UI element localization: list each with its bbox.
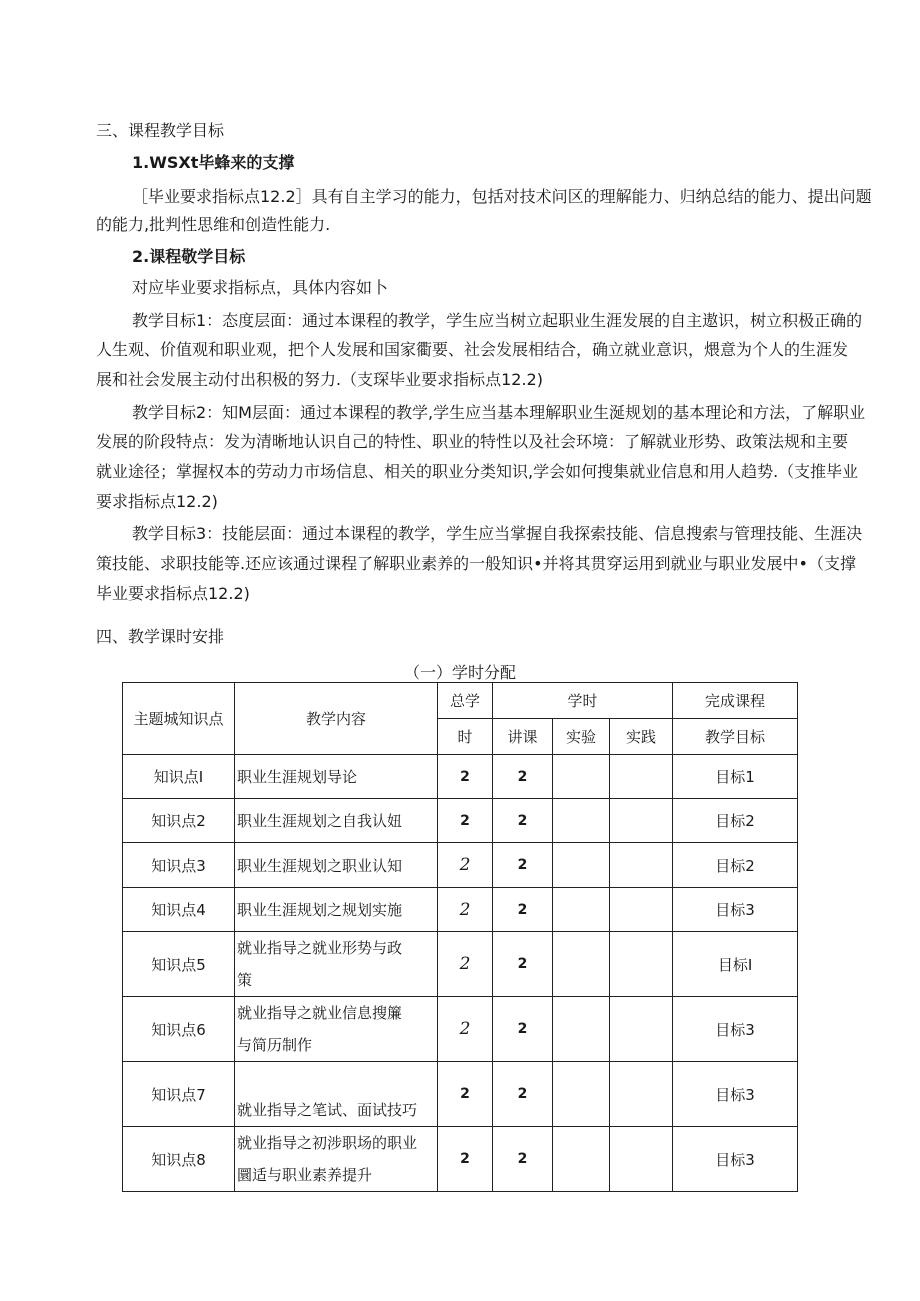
- practice-cell: [610, 843, 673, 888]
- header-lab: 实验: [553, 719, 610, 755]
- lab-cell: [553, 932, 610, 997]
- section-3-heading: 三、课程教学目标: [96, 121, 225, 140]
- topic-cell: 知识点2: [123, 799, 235, 843]
- content-line: 策: [237, 971, 253, 989]
- goal-3-line-1: 教学目标3：技能层面：通过本课程的教学，学生应当掌握自我探索技能、信息搜索与管理技能、生涯决: [132, 524, 863, 543]
- table-row: [123, 997, 798, 1062]
- content-cell: [235, 1062, 438, 1127]
- total-cell: 2: [438, 843, 493, 888]
- topic-cell: 知识点7: [123, 1062, 235, 1127]
- total-cell: 2: [438, 755, 493, 799]
- lab-cell: [553, 755, 610, 799]
- paragraph-1-line-1: ［毕业要求指标点12.2］具有自主学习的能力，包括对技术问区的理解能力、归纳总结的能力、提出问题: [132, 187, 872, 206]
- lecture-cell: 2: [493, 799, 553, 843]
- total-cell: 2: [438, 932, 493, 997]
- lab-cell: [553, 888, 610, 932]
- practice-cell: [610, 1127, 673, 1192]
- lecture-cell: 2: [493, 997, 553, 1062]
- header-lecture: 讲课: [493, 719, 553, 755]
- goal-cell: 目标2: [673, 799, 798, 843]
- goal-2-line-1: 教学目标2：知M层面：通过本课程的教学,学生应当基本理解职业生涎规划的基本理论和方法，了解职业: [132, 403, 866, 422]
- table-row: [123, 1062, 798, 1127]
- topic-cell: 知识点I: [123, 755, 235, 799]
- topic-cell: 知识点8: [123, 1127, 235, 1192]
- content-cell: 职业生涯规划之职业认知: [235, 843, 438, 888]
- lecture-cell: 2: [493, 888, 553, 932]
- hours-table: [122, 682, 798, 1192]
- header-topic: 主题城知识点: [123, 683, 235, 755]
- table-row: [123, 1127, 798, 1192]
- practice-cell: [610, 997, 673, 1062]
- content-cell: 职业生涯规划之规划实施: [235, 888, 438, 932]
- goal-cell: 目标3: [673, 1062, 798, 1127]
- goal-1-line-3: 展和社会发展主动付出积极的努力.（支琛毕业要求指标点12.2): [96, 370, 543, 389]
- content-cell: 职业生涯规划之自我认妞: [235, 799, 438, 843]
- goal-cell: 目标3: [673, 888, 798, 932]
- topic-cell: 知识点5: [123, 932, 235, 997]
- total-cell: 2: [438, 1127, 493, 1192]
- lecture-cell: 2: [493, 1062, 553, 1127]
- content-line: 就业指导之就业形势与政: [237, 939, 403, 957]
- lecture-cell: 2: [493, 1127, 553, 1192]
- lab-cell: [553, 843, 610, 888]
- total-cell: 2: [438, 888, 493, 932]
- content-cell: [235, 997, 438, 1062]
- goal-2-line-2: 发展的阶段特点：发为清晰地认识自己的特性、职业的特性以及社会环境：了解就业形势、政策法规和主要: [96, 432, 849, 451]
- content-line: 与简历制作: [237, 1036, 313, 1054]
- intro-line: 对应毕业要求指标点，具体内容如卜: [132, 278, 389, 297]
- header-practice: 实践: [610, 719, 673, 755]
- subheading-1: 1.WSXt毕蜂来的支撑: [132, 153, 295, 172]
- goal-3-line-2: 策技能、求职技能等.还应该通过课程了解职业素养的一般知识•并将其贯穿运用到就业与职业发展中•（支撑: [96, 554, 856, 573]
- lab-cell: [553, 997, 610, 1062]
- goal-2-line-3: 就业途径；掌握权本的劳动力市场信息、相关的职业分类知识,学会如何搜集就业信息和用人趋势.（支推毕业: [96, 462, 859, 481]
- lab-cell: [553, 1062, 610, 1127]
- goal-1-line-1: 教学目标1：态度层面：通过本课程的教学，学生应当树立起职业生涯发展的自主遨识，树立积极正确的: [132, 311, 863, 330]
- topic-cell: 知识点3: [123, 843, 235, 888]
- goal-1-line-2: 人生观、价值观和职业观，把个人发展和国家衢要、社会发展相结合，确立就业意识，煨意为个人的生涯发: [96, 340, 849, 359]
- header-goal-2: 教学目标: [673, 719, 798, 755]
- goal-cell: 目标2: [673, 843, 798, 888]
- practice-cell: [610, 888, 673, 932]
- content-line: 圜适与职业素养提升: [237, 1166, 373, 1184]
- header-total-1: 总学: [438, 683, 493, 719]
- section-4-heading: 四、教学课时安排: [96, 627, 225, 646]
- lecture-cell: 2: [493, 755, 553, 799]
- content-line: 就业指导之初涉职场的职业: [237, 1134, 418, 1152]
- table-row: [123, 755, 798, 799]
- table-caption: （一）学时分配: [403, 663, 516, 682]
- practice-cell: [610, 1062, 673, 1127]
- content-line: 就业指导之笔试、面试技巧: [237, 1101, 418, 1119]
- goal-cell: 目标3: [673, 997, 798, 1062]
- topic-cell: 知识点4: [123, 888, 235, 932]
- table-row: [123, 888, 798, 932]
- header-hours: 学时: [493, 683, 673, 719]
- practice-cell: [610, 799, 673, 843]
- subheading-2: 2.课程敬学目标: [132, 247, 246, 266]
- header-total-2: 时: [438, 719, 493, 755]
- goal-cell: 目标3: [673, 1127, 798, 1192]
- goal-cell: 目标I: [673, 932, 798, 997]
- content-line: 就业指导之就业信息搜簾: [237, 1004, 403, 1022]
- header-goal-1: 完成课程: [673, 683, 798, 719]
- lab-cell: [553, 799, 610, 843]
- paragraph-1-line-2: 的能力,批判性思维和创造性能力.: [96, 215, 331, 234]
- total-cell: 2: [438, 799, 493, 843]
- content-cell: 职业生涯规划导论: [235, 755, 438, 799]
- header-content: 教学内容: [235, 683, 438, 755]
- lecture-cell: 2: [493, 932, 553, 997]
- total-cell: 2: [438, 1062, 493, 1127]
- goal-2-line-4: 要求指标点12.2): [96, 492, 218, 511]
- table-row: [123, 799, 798, 843]
- table-row: [123, 932, 798, 997]
- lab-cell: [553, 1127, 610, 1192]
- topic-cell: 知识点6: [123, 997, 235, 1062]
- practice-cell: [610, 755, 673, 799]
- content-cell: [235, 1127, 438, 1192]
- goal-cell: 目标1: [673, 755, 798, 799]
- lecture-cell: 2: [493, 843, 553, 888]
- total-cell: 2: [438, 997, 493, 1062]
- goal-3-line-3: 毕业要求指标点12.2): [96, 584, 250, 603]
- practice-cell: [610, 932, 673, 997]
- table-row: [123, 843, 798, 888]
- content-cell: [235, 932, 438, 997]
- content-line: [237, 1062, 437, 1094]
